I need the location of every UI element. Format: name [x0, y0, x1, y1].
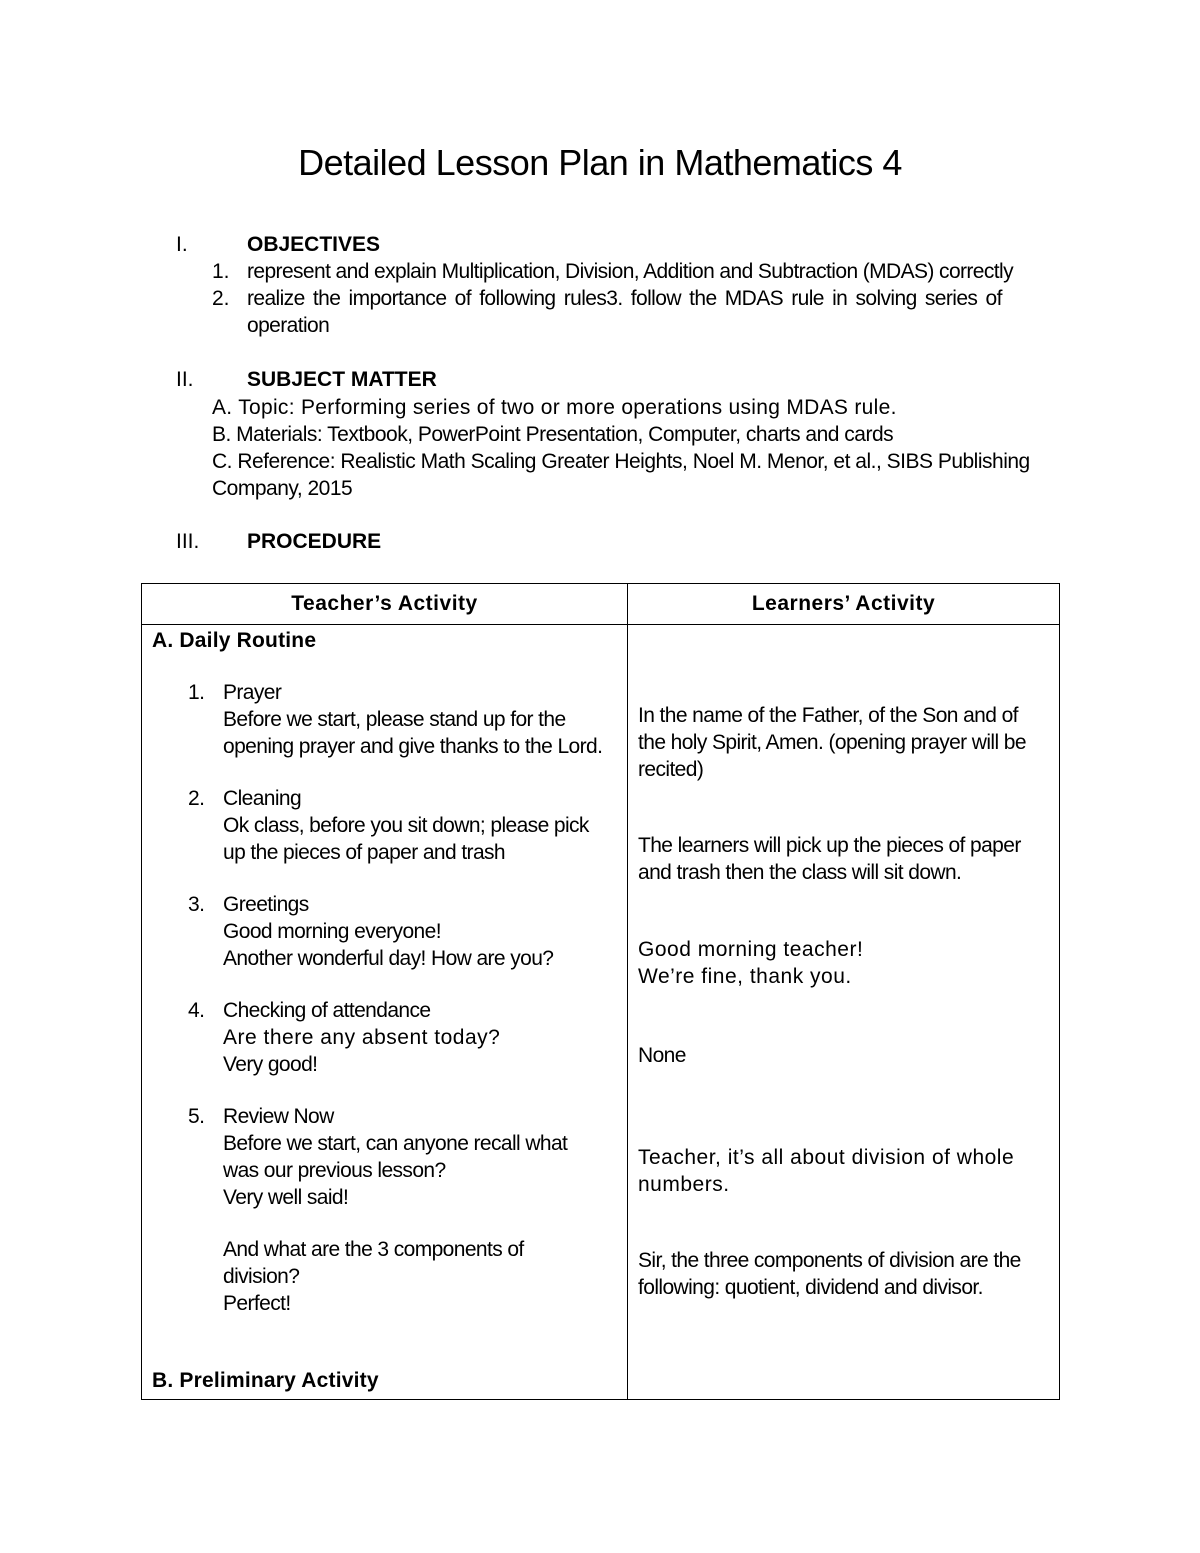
step-line: Very good!	[223, 1053, 318, 1076]
learner-response-line: In the name of the Father, of the Son and of	[638, 704, 1018, 727]
page-title: Detailed Lesson Plan in Mathematics 4	[298, 142, 902, 183]
step-line: Good morning everyone!	[223, 920, 441, 943]
step-line: Before we start, please stand up for the	[223, 708, 566, 731]
objective-text-continued: operation	[247, 314, 330, 337]
section-heading-objectives: OBJECTIVES	[247, 233, 381, 256]
step-title: Checking of attendance	[223, 999, 431, 1022]
step-title: Greetings	[223, 893, 309, 916]
teacher-activity-header: Teacher’s Activity	[142, 584, 628, 625]
objective-number: 1.	[212, 260, 230, 283]
step-line: Very well said!	[223, 1186, 349, 1209]
learner-activity-header: Learners’ Activity	[628, 584, 1060, 625]
subject-topic: A. Topic: Performing series of two or more operations using MDAS rule.	[212, 396, 897, 419]
daily-routine-label: A. Daily Routine	[152, 629, 317, 652]
step-line: Another wonderful day! How are you?	[223, 947, 554, 970]
objective-number: 2.	[212, 287, 230, 310]
learner-response-line: and trash then the class will sit down.	[638, 861, 962, 884]
section-heading-procedure: PROCEDURE	[247, 530, 382, 553]
preliminary-activity-label: B. Preliminary Activity	[152, 1369, 379, 1392]
learner-response-line: recited)	[638, 758, 704, 781]
step-number: 5.	[188, 1105, 205, 1128]
table-row	[142, 625, 1060, 1400]
learner-response-line: the holy Spirit, Amen. (opening prayer will be	[638, 731, 1026, 754]
followup-line: Perfect!	[223, 1292, 291, 1315]
learner-response-line: Good morning teacher!	[638, 938, 864, 961]
step-number: 1.	[188, 681, 205, 704]
teacher-activity-cell	[142, 625, 628, 1400]
learner-response-line: We’re fine, thank you.	[638, 965, 852, 988]
step-title: Cleaning	[223, 787, 302, 810]
step-number: 2.	[188, 787, 205, 810]
step-line: Are there any absent today?	[223, 1026, 501, 1049]
step-line: was our previous lesson?	[223, 1159, 446, 1182]
learner-response-line: The learners will pick up the pieces of paper	[638, 834, 1021, 857]
subject-reference-continued: Company, 2015	[212, 477, 353, 500]
step-line: Ok class, before you sit down; please pick	[223, 814, 589, 837]
section-number-procedure: III.	[176, 530, 200, 553]
learner-activity-cell	[628, 625, 1060, 1400]
section-heading-subject-matter: SUBJECT MATTER	[247, 368, 437, 391]
learner-response-line: Sir, the three components of division are the	[638, 1249, 1021, 1272]
step-number: 4.	[188, 999, 205, 1022]
subject-reference: C. Reference: Realistic Math Scaling Greater Heights, Noel M. Menor, et al., SIBS Publishing	[212, 450, 1030, 473]
learner-response-line: following: quotient, dividend and divisor.	[638, 1276, 983, 1299]
objective-text: realize the importance of following rules3. follow the MDAS rule in solving series of	[247, 287, 1002, 310]
followup-line: division?	[223, 1265, 300, 1288]
section-number-objectives: I.	[176, 233, 188, 256]
step-line: up the pieces of paper and trash	[223, 841, 506, 864]
step-line: Before we start, can anyone recall what	[223, 1132, 568, 1155]
step-number: 3.	[188, 893, 205, 916]
step-title: Prayer	[223, 681, 282, 704]
objective-text: represent and explain Multiplication, Division, Addition and Subtraction (MDAS) correctly	[247, 260, 1013, 283]
subject-materials: B. Materials: Textbook, PowerPoint Presentation, Computer, charts and cards	[212, 423, 894, 446]
procedure-table	[141, 583, 1060, 1400]
step-line: opening prayer and give thanks to the Lord.	[223, 735, 603, 758]
step-title: Review Now	[223, 1105, 334, 1128]
section-number-subject-matter: II.	[176, 368, 194, 391]
learner-response-line: None	[638, 1044, 686, 1067]
table-header-row	[142, 584, 1060, 625]
followup-line: And what are the 3 components of	[223, 1238, 524, 1261]
learner-response-line: Teacher, it’s all about division of whole	[638, 1146, 1015, 1169]
learner-response-line: numbers.	[638, 1173, 730, 1196]
